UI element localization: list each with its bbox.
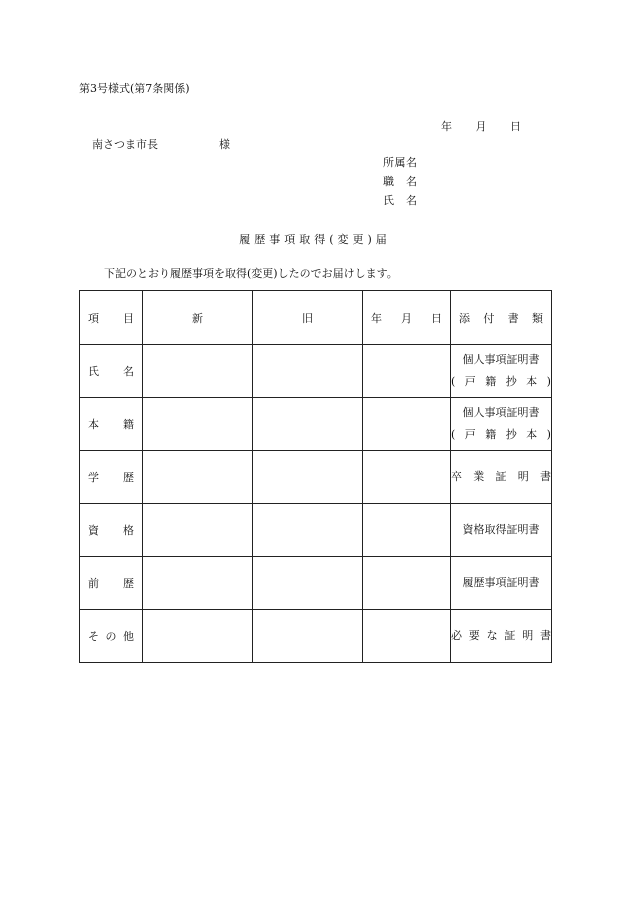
old-value-cell[interactable] bbox=[253, 345, 363, 398]
date-month-label: 月 bbox=[475, 120, 487, 133]
row-item-domicile: 本 籍 bbox=[80, 398, 143, 451]
header-documents: 添 付 書 類 bbox=[451, 291, 552, 345]
form-number: 第3号様式(第7条関係) bbox=[79, 82, 190, 95]
row-item-other: そ の 他 bbox=[80, 610, 143, 663]
header-item: 項 目 bbox=[80, 291, 143, 345]
old-value-cell[interactable] bbox=[253, 610, 363, 663]
table-row bbox=[80, 398, 552, 451]
date-cell[interactable] bbox=[363, 345, 451, 398]
table-row bbox=[80, 451, 552, 504]
row-item-education: 学 歴 bbox=[80, 451, 143, 504]
table-header-row bbox=[80, 291, 552, 345]
header-new: 新 bbox=[143, 291, 253, 345]
form-title: 履歴事項取得(変更)届 bbox=[239, 233, 391, 246]
attached-documents: 資格取得証明書 bbox=[451, 504, 552, 557]
job-title-label: 職 名 bbox=[383, 175, 417, 188]
new-value-cell[interactable] bbox=[143, 398, 253, 451]
intro-text: 下記のとおり履歴事項を取得(変更)したのでお届けします。 bbox=[104, 267, 398, 280]
date-cell[interactable] bbox=[363, 610, 451, 663]
new-value-cell[interactable] bbox=[143, 610, 253, 663]
table-row bbox=[80, 610, 552, 663]
date-cell[interactable] bbox=[363, 451, 451, 504]
attached-documents: 履歴事項証明書 bbox=[451, 557, 552, 610]
old-value-cell[interactable] bbox=[253, 398, 363, 451]
row-item-qualification: 資 格 bbox=[80, 504, 143, 557]
applicant-name-label: 氏 名 bbox=[383, 194, 417, 207]
attached-documents: 必 要 な 証 明 書 bbox=[451, 610, 552, 663]
new-value-cell[interactable] bbox=[143, 345, 253, 398]
date-line bbox=[441, 121, 521, 132]
table-row bbox=[80, 504, 552, 557]
new-value-cell[interactable] bbox=[143, 504, 253, 557]
header-old: 旧 bbox=[253, 291, 363, 345]
attached-documents: 個人事項証明書 ( 戸 籍 抄 本 ) bbox=[451, 398, 552, 451]
date-cell[interactable] bbox=[363, 398, 451, 451]
date-cell[interactable] bbox=[363, 504, 451, 557]
old-value-cell[interactable] bbox=[253, 557, 363, 610]
table-row bbox=[80, 345, 552, 398]
date-cell[interactable] bbox=[363, 557, 451, 610]
row-item-prior-career: 前 歴 bbox=[80, 557, 143, 610]
old-value-cell[interactable] bbox=[253, 451, 363, 504]
addressee-name: 南さつま市長 bbox=[92, 138, 158, 151]
attached-documents: 個人事項証明書 ( 戸 籍 抄 本 ) bbox=[451, 345, 552, 398]
attached-documents: 卒 業 証 明 書 bbox=[451, 451, 552, 504]
date-day-label: 日 bbox=[510, 120, 521, 133]
table-row bbox=[80, 557, 552, 610]
addressee-suffix: 様 bbox=[219, 138, 230, 151]
header-date: 年 月 日 bbox=[363, 291, 451, 345]
row-item-name: 氏 名 bbox=[80, 345, 143, 398]
date-year-label: 年 bbox=[441, 120, 452, 133]
history-items-table bbox=[79, 290, 552, 663]
old-value-cell[interactable] bbox=[253, 504, 363, 557]
new-value-cell[interactable] bbox=[143, 451, 253, 504]
department-label: 所 属 名 bbox=[383, 156, 417, 169]
new-value-cell[interactable] bbox=[143, 557, 253, 610]
